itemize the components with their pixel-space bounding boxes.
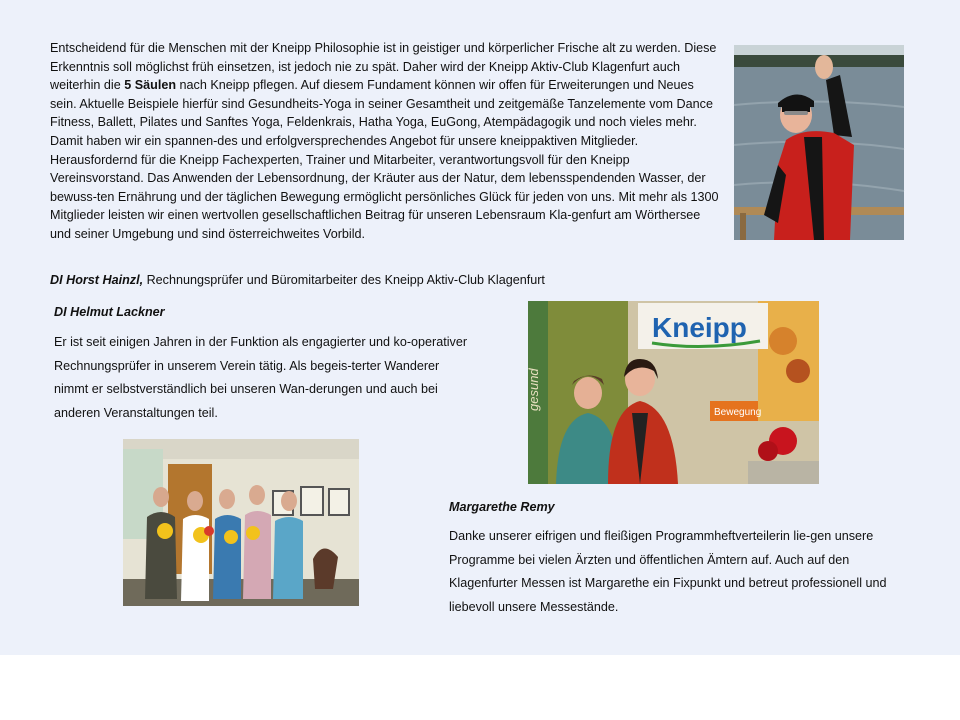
person2-text: Danke unserer eifrigen und fleißigen Programmheftverteilerin lie-gen unsere Programme bei vielen Ärzten und öffentlichen Ämtern auf. Auch auf den Klagenfurter Messen ist Margarethe ein Fixpunkt und betreut professionell und liebevoll unsere Messestände. [449, 529, 887, 614]
person1-name: DI Helmut Lackner [54, 305, 165, 319]
person2-name: Margarethe Remy [449, 500, 555, 514]
booth-side-text: gesund [526, 368, 541, 411]
intro-text-2: nach Kneipp pflegen. Auf diesem Fundament können wir offen für Erweiterungen und Neues sein. Aktuelle Beispiele hierfür sind Gesundheits-Yoga in seiner Gesamtheit und zeitgemäße Tanzelemente vom Dance Fitness, Ballett, Pilates und Sanftes Yoga, Feldenkrais, Hatha Yoga, EuGong, Atempädagogik und noch vieles mehr. Damit haben wir ein spannen-des und erfolgversprechendes Angebot für unsere kneippaktiven Mitglieder. Herausfordernd für die Kneipp Fachexperten, Trainer und Mitarbeiter, verantwortungsvoll für den Kneipp Vereinsvorstand. Das Anwenden der Lebensordnung, der Kräuter aus der Natur, dem lebensspendenden Wasser, der bewuss-ten Ernährung und der täglichen Bewegung ermöglicht persönliches Glück für jeden von uns. Mit mehr als 1300 Mitglieder leisten wir einen wertvollen gesellschaftlichen Beitrag für unseren Lebensraum Kla-genfurt am Wörthersee und seiner Umgebung und sind österreichweites Vorbild. [50, 78, 719, 241]
photo-kneipp-booth [528, 301, 819, 484]
photo-group-flowers [123, 439, 359, 606]
signature-line [50, 271, 750, 289]
intro-text-1: Entscheidend für die Menschen mit der Kneipp Philosophie ist in geistiger und körperlicher Frische alt zu werden. Diese Erkenntnis soll möglichst früh einsetzen, ist jedoch nie zu spät. Daher wird der Kneipp Aktiv-Club Klagenfurt auch weiterhin die [50, 41, 717, 93]
booth-logo-text: Kneipp [652, 312, 747, 343]
signature-name: DI Horst Hainzl, [50, 273, 144, 287]
signature-role: Rechnungsprüfer und Büromitarbeiter des Kneipp Aktiv-Club Klagenfurt [143, 273, 545, 287]
photo-man-waving [734, 45, 904, 240]
intro-paragraph [50, 39, 722, 244]
booth-banner-text: Bewegung [714, 407, 762, 418]
person1-text: Er ist seit einigen Jahren in der Funktion als engagierter und ko-operativer Rechnungsprüfer in unserem Verein tätig. Als begeis-terter Wanderer nimmt er selbstverständlich bei unseren Wan-derungen und auch bei anderen Veranstaltungen teil. [54, 335, 468, 420]
intro-bold-pillars: 5 Säulen [124, 78, 177, 93]
